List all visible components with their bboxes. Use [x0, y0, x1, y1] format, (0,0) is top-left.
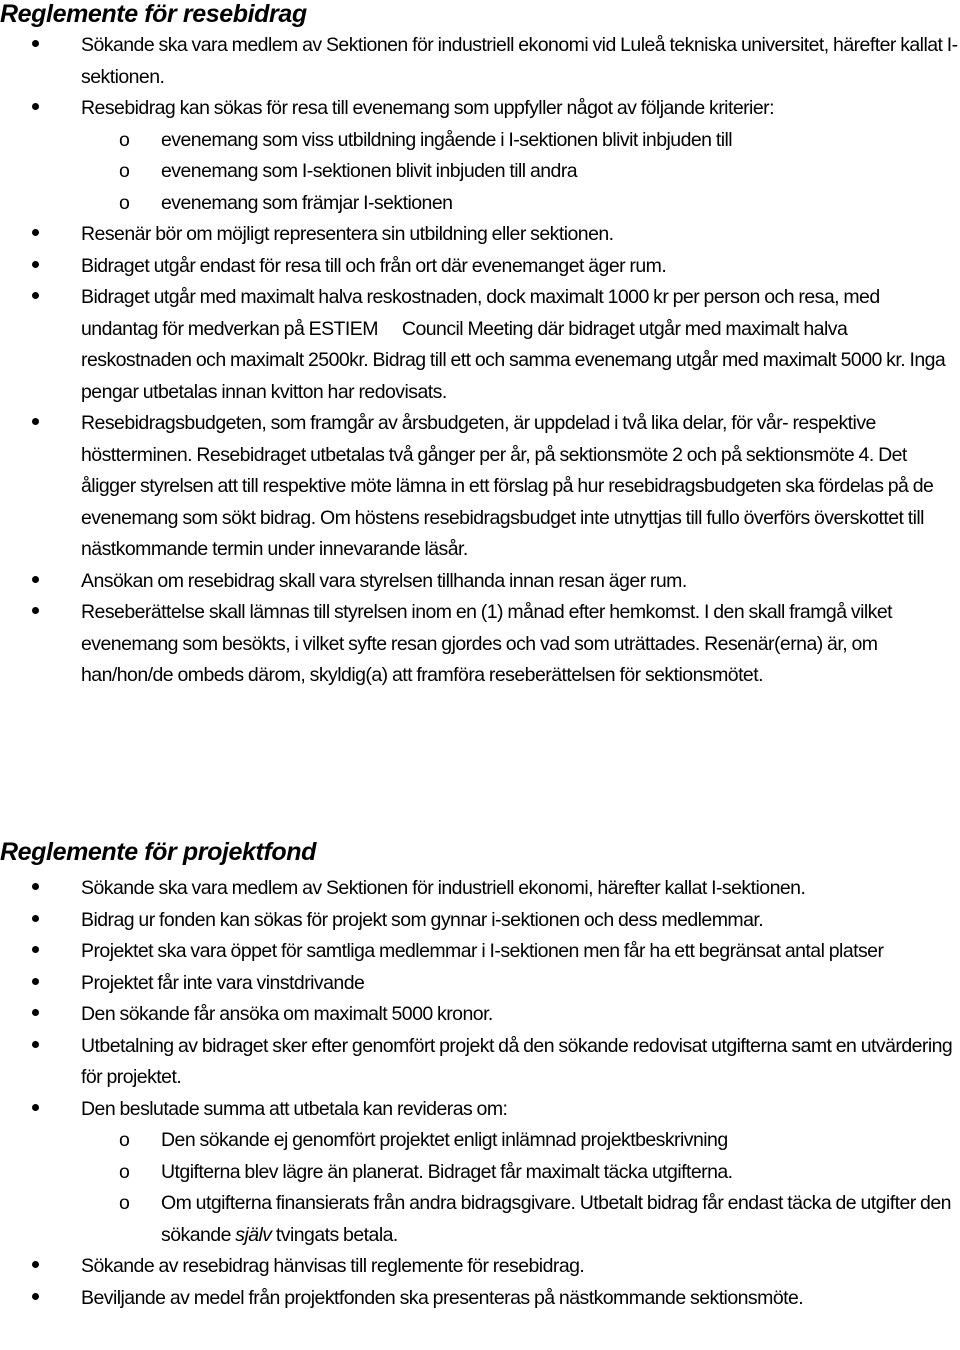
- circle-bullet-icon: o: [119, 128, 130, 151]
- section-title-projektfond: Reglemente för projektfond: [0, 838, 317, 866]
- list-item-text: Utbetalning av bidraget sker efter genomfört projekt då den sökande redovisat utgifterna samt en utvärdering för projektet.: [81, 1034, 953, 1088]
- bullet-icon: [32, 978, 39, 985]
- list-item: [0, 1094, 960, 1252]
- circle-bullet-icon: o: [119, 1160, 130, 1183]
- list-item-text: Projektet får inte vara vinstdrivande: [81, 971, 365, 994]
- bullet-icon: [32, 1261, 39, 1268]
- list-item-text: Beviljande av medel från projektfonden ska presenteras på nästkommande sektionsmöte.: [81, 1286, 804, 1309]
- list-item: [0, 999, 960, 1031]
- bullet-icon: [32, 946, 39, 953]
- list-item: [0, 936, 960, 968]
- bullet-icon: [32, 418, 39, 425]
- bullet-icon: [32, 576, 39, 583]
- bullet-icon: [32, 915, 39, 922]
- section-title-resebidrag: Reglemente för resebidrag: [0, 0, 307, 28]
- sublist-item: [81, 125, 958, 157]
- list-item-text: Ansökan om resebidrag skall vara styrelsen tillhanda innan resan äger rum.: [81, 569, 687, 592]
- sublist-item-text: evenemang som viss utbildning ingående i I-sektionen blivit inbjuden till: [161, 128, 733, 151]
- projektfond-rules-list: [0, 873, 960, 1314]
- list-item: [0, 597, 960, 692]
- list-item-text: Resebidrag kan sökas för resa till evenemang som uppfyller något av följande kriterier:: [81, 97, 774, 119]
- emphasized-word: själv: [235, 1223, 272, 1246]
- list-item: [0, 1031, 960, 1094]
- list-item: [0, 968, 960, 1000]
- list-item-text-part1: Bidraget utgår med maximalt halva reskostnaden, dock maximalt 1000 kr per person och resa, med undantag för medverkan på ESTIEM: [81, 286, 880, 340]
- sublist-item-text: evenemang som I-sektionen blivit inbjuden till andra: [161, 160, 578, 182]
- list-item: [0, 408, 960, 566]
- bullet-icon: [32, 1293, 39, 1300]
- list-item-text-part2: Council Meeting där bidraget utgår med maximalt halva reskostnaden och maximalt 2500kr. Bidrag till ett och samma evenemang utgår med maximalt 5000 kr. Inga pengar utbetalas innan kvitton har redovisats.: [81, 317, 946, 403]
- list-item: [0, 1283, 960, 1315]
- sublist-item-text-after: tvingats betala.: [275, 1223, 398, 1246]
- list-item-text: Den beslutade summa att utbetala kan revideras om:: [81, 1097, 508, 1120]
- bullet-icon: [32, 1041, 39, 1048]
- bullet-icon: [32, 261, 39, 268]
- sublist-item-text-before: Om utgifterna finansierats från andra bidragsgivare. Utbetalt bidrag får endast täcka de utgifter den sökande: [161, 1192, 951, 1246]
- circle-bullet-icon: o: [119, 160, 130, 182]
- criteria-sublist: [81, 125, 958, 220]
- list-item: [0, 93, 960, 219]
- bullet-icon: [32, 292, 39, 299]
- list-item: [0, 251, 960, 283]
- list-item: [0, 566, 960, 598]
- list-item-text: Sökande av resebidrag hänvisas till reglemente för resebidrag.: [81, 1255, 585, 1277]
- list-item-text: Resenär bör om möjligt representera sin utbildning eller sektionen.: [81, 223, 614, 245]
- sublist-item-text: Den sökande ej genomfört projektet enligt inlämnad projektbeskrivning: [161, 1129, 728, 1151]
- bullet-icon: [32, 1009, 39, 1016]
- revision-conditions-sublist: [81, 1125, 958, 1251]
- list-item-text: Sökande ska vara medlem av Sektionen för industriell ekonomi, härefter kallat I-sektionen.: [81, 877, 806, 899]
- list-item-text: Projektet ska vara öppet för samtliga medlemmar i I-sektionen men får ha ett begränsat antal platser: [81, 940, 884, 962]
- circle-bullet-icon: o: [119, 191, 130, 214]
- resebidrag-rules-list: [0, 30, 960, 692]
- bullet-icon: [32, 883, 39, 890]
- bullet-icon: [32, 40, 39, 47]
- list-item-text: Den sökande får ansöka om maximalt 5000 kronor.: [81, 1003, 493, 1025]
- bullet-icon: [32, 1104, 39, 1111]
- circle-bullet-icon: o: [119, 1192, 130, 1214]
- sublist-item: [81, 188, 958, 220]
- sublist-item-text: Utgifterna blev lägre än planerat. Bidraget får maximalt täcka utgifterna.: [161, 1160, 733, 1183]
- sublist-item: [81, 1157, 958, 1189]
- list-item: [0, 905, 960, 937]
- list-item-text: Bidraget utgår endast för resa till och från ort där evenemanget äger rum.: [81, 254, 667, 277]
- list-item: [0, 219, 960, 251]
- sublist-item-text: evenemang som främjar I-sektionen: [161, 191, 453, 214]
- list-item: [0, 282, 960, 408]
- sublist-item: [81, 1125, 958, 1157]
- sublist-item: [81, 156, 958, 188]
- list-item: [0, 873, 960, 905]
- list-item-text: Reseberättelse skall lämnas till styrelsen inom en (1) månad efter hemkomst. I den skall framgå vilket evenemang som besökts, i vilket syfte resan gjordes och vad som uträttades. Resenär(erna) är, om han/hon/de ombeds därom, skyldig(a) att framföra reseberättelsen för sektionsmötet.: [81, 601, 893, 686]
- list-item: [0, 1251, 960, 1283]
- list-item-text: Bidrag ur fonden kan sökas för projekt som gynnar i-sektionen och dess medlemmar.: [81, 908, 764, 931]
- circle-bullet-icon: o: [119, 1129, 130, 1151]
- list-item: [0, 30, 960, 93]
- bullet-icon: [32, 607, 39, 614]
- list-item-text: Resebidragsbudgeten, som framgår av årsbudgeten, är uppdelad i två lika delar, för vår- respektive höstterminen. Resebidraget utbetalas två gånger per år, på sektionsmöte 2 och på sektionsmöte 4. Det åligger styrelsen att till respektive möte lämna in ett förslag på hur resebidragsbudgeten ska fördelas på de evenemang som sökt bidrag. Om höstens resebidragsbudget inte utnyttjas till fullo överförs överskottet till nästkommande termin under innevarande läsår.: [81, 412, 934, 560]
- sublist-item: [81, 1188, 958, 1251]
- bullet-icon: [32, 103, 39, 110]
- list-item-text: Sökande ska vara medlem av Sektionen för industriell ekonomi vid Luleå tekniska universitet, härefter kallat I-sektionen.: [81, 34, 958, 88]
- bullet-icon: [32, 229, 39, 236]
